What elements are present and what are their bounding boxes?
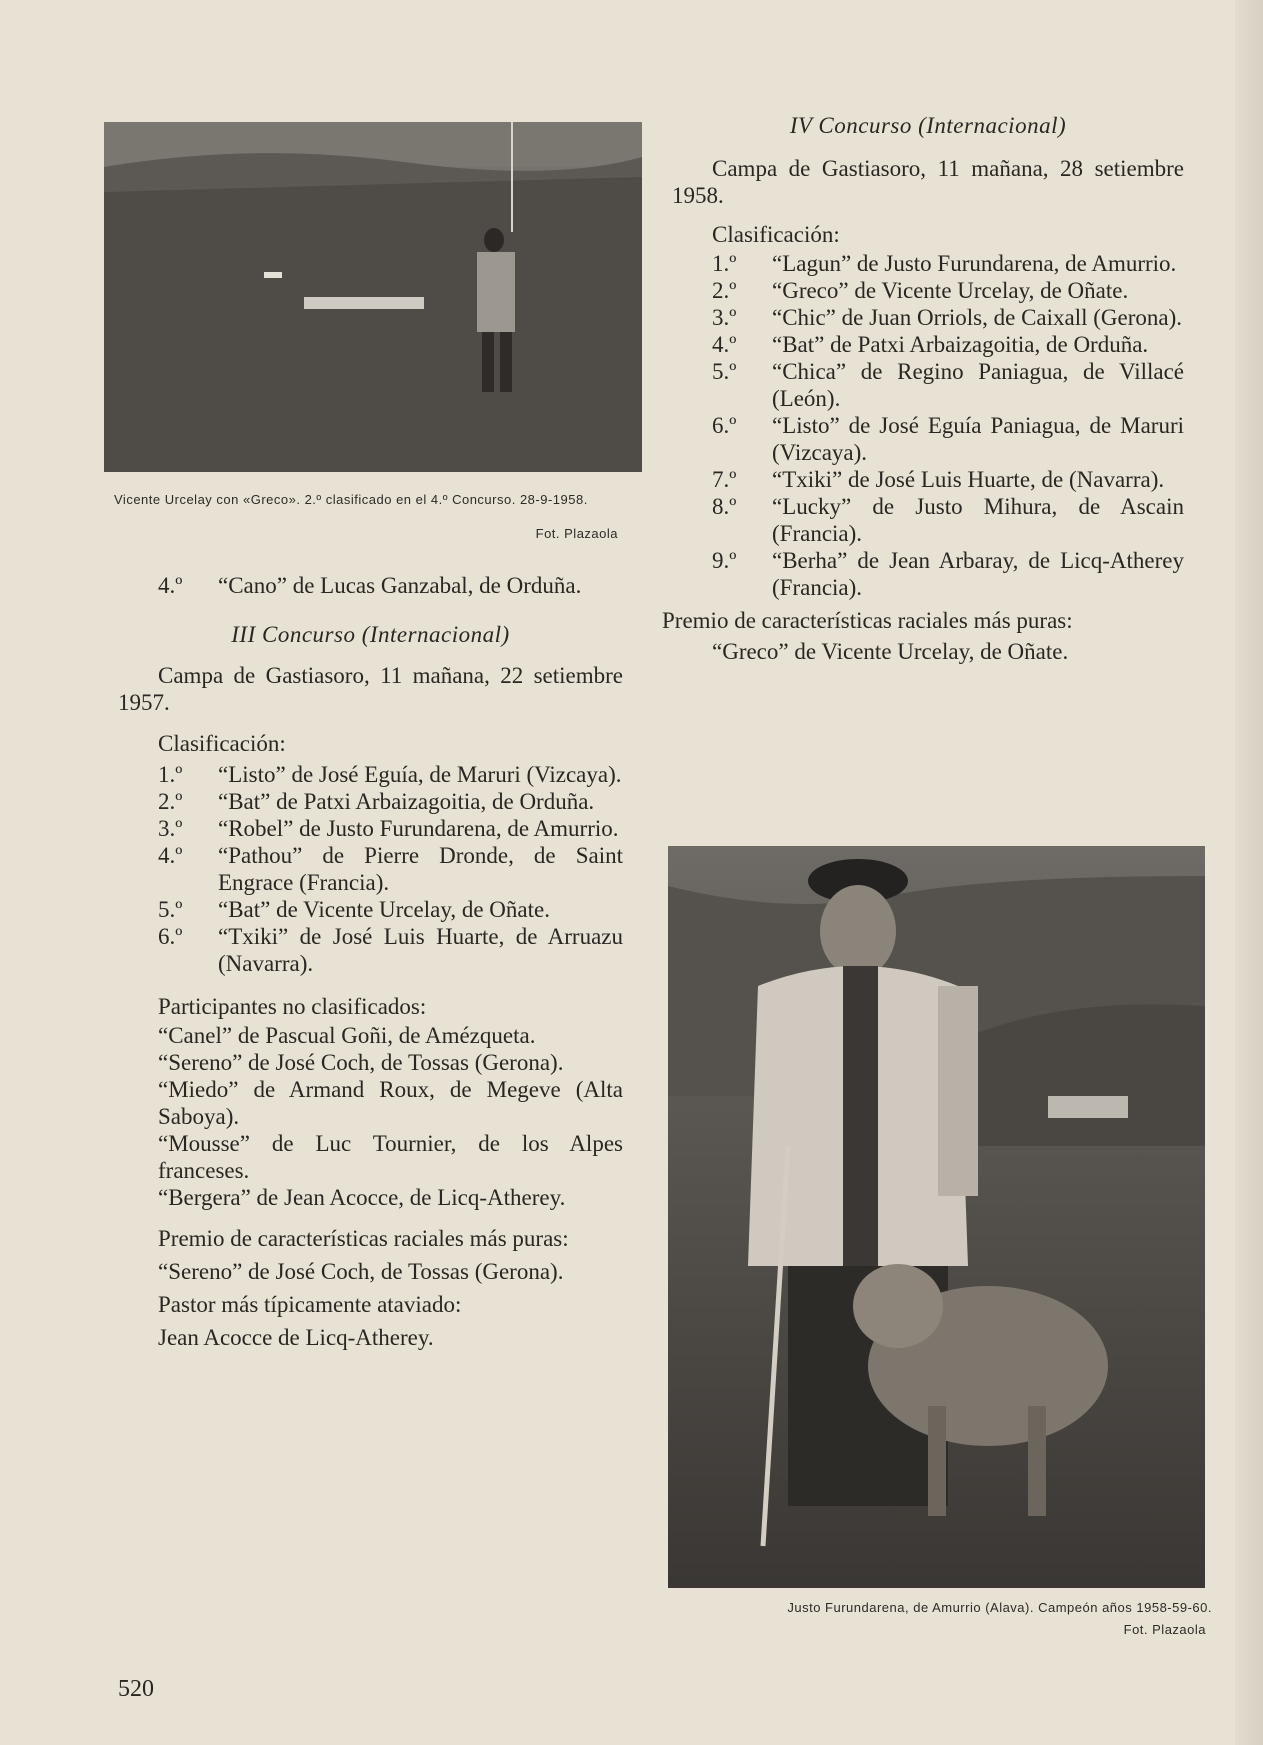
photo-field-trial bbox=[104, 122, 642, 472]
list-item bbox=[672, 250, 1184, 277]
concurso-4-list bbox=[672, 250, 1184, 601]
item-number: 3.º bbox=[158, 816, 183, 841]
item-number: 5.º bbox=[712, 359, 737, 384]
list-item bbox=[118, 923, 623, 977]
participants-label: Participantes no clasificados: bbox=[158, 994, 427, 1019]
participant-item: “Bergera” de Jean Acocce, de Licq-Atherey. bbox=[158, 1185, 566, 1210]
page-edge bbox=[1235, 0, 1263, 1745]
item-text: “Cano” de Lucas Ganzabal, de Orduña. bbox=[218, 573, 582, 598]
item-number: 2.º bbox=[158, 789, 183, 814]
list-item bbox=[672, 412, 1184, 466]
right-column-text bbox=[662, 112, 1184, 665]
section-heading-concurso-3: III Concurso (Internacional) bbox=[231, 622, 510, 647]
list-item bbox=[118, 815, 623, 842]
item-number: 8.º bbox=[712, 494, 737, 519]
left-photo-credit: Fot. Plazaola bbox=[535, 526, 618, 541]
concurso-3-intro: Campa de Gastiasoro, 11 mañana, 22 setiembre 1957. bbox=[118, 663, 623, 715]
concurso-4-clasif-label: Clasificación: bbox=[712, 222, 840, 247]
item-text: “Chic” de Juan Orriols, de Caixall (Gerona). bbox=[772, 305, 1183, 330]
item-number: 2.º bbox=[712, 278, 737, 303]
list-item bbox=[672, 331, 1184, 358]
participant-item: “Miedo” de Armand Roux, de Megeve (Alta Saboya). bbox=[158, 1077, 623, 1129]
item-text: “Bat” de Vicente Urcelay, de Oñate. bbox=[218, 897, 550, 922]
item-number: 4.º bbox=[158, 573, 183, 598]
item-text: “Lagun” de Justo Furundarena, de Amurrio. bbox=[772, 251, 1177, 276]
item-text: “Listo” de José Eguía, de Maruri (Vizcaya). bbox=[218, 762, 622, 787]
participants-list bbox=[118, 1022, 623, 1211]
item-number: 6.º bbox=[158, 924, 183, 949]
item-number: 1.º bbox=[712, 251, 737, 276]
item-number: 4.º bbox=[712, 332, 737, 357]
section-heading-concurso-4: IV Concurso (Internacional) bbox=[789, 113, 1067, 138]
list-item bbox=[672, 466, 1184, 493]
item-text: “Txiki” de José Luis Huarte, de (Navarra). bbox=[772, 467, 1165, 492]
item-number: 6.º bbox=[712, 413, 737, 438]
pastor-label: Pastor más típicamente ataviado: bbox=[158, 1292, 462, 1317]
item-text: “Greco” de Vicente Urcelay, de Oñate. bbox=[772, 278, 1129, 303]
item-text: “Chica” de Regino Paniagua, de Villacé (León). bbox=[772, 359, 1184, 411]
premio-value-3: “Sereno” de José Coch, de Tossas (Gerona). bbox=[158, 1259, 564, 1284]
participant-item: “Mousse” de Luc Tournier, de los Alpes franceses. bbox=[158, 1131, 623, 1183]
list-item bbox=[672, 277, 1184, 304]
item-text: “Pathou” de Pierre Dronde, de Saint Engrace (Francia). bbox=[218, 843, 623, 895]
concurso-4-intro: Campa de Gastiasoro, 11 mañana, 28 setiembre 1958. bbox=[672, 156, 1184, 208]
item-text: “Listo” de José Eguía Paniagua, de Maruri (Vizcaya). bbox=[772, 413, 1184, 465]
item-number: 7.º bbox=[712, 467, 737, 492]
left-column-text bbox=[118, 572, 623, 1351]
list-item bbox=[118, 572, 623, 599]
list-item bbox=[118, 788, 623, 815]
photo-shepherd-with-dog bbox=[668, 846, 1205, 1588]
photo-field-trial-image bbox=[104, 122, 642, 472]
left-photo-caption-text: Vicente Urcelay con «Greco». 2.º clasificado en el 4.º Concurso. 28-9-1958. bbox=[114, 492, 588, 507]
pastor-value: Jean Acocce de Licq-Atherey. bbox=[158, 1325, 434, 1350]
item-text: “Robel” de Justo Furundarena, de Amurrio. bbox=[218, 816, 619, 841]
premio-label-3: Premio de características raciales más puras: bbox=[158, 1226, 569, 1251]
premio-value-4: “Greco” de Vicente Urcelay, de Oñate. bbox=[712, 639, 1069, 664]
concurso-3-clasif-label: Clasificación: bbox=[158, 731, 286, 756]
list-item bbox=[118, 842, 623, 896]
list-item bbox=[118, 761, 623, 788]
list-item bbox=[672, 304, 1184, 331]
photo-shepherd-image bbox=[668, 846, 1205, 1588]
item-text: “Lucky” de Justo Mihura, de Ascain (Francia). bbox=[772, 494, 1184, 546]
page-number: 520 bbox=[118, 1676, 154, 1702]
list-item bbox=[118, 896, 623, 923]
item-text: “Bat” de Patxi Arbaizagoitia, de Orduña. bbox=[772, 332, 1149, 357]
left-photo-caption bbox=[114, 492, 622, 508]
item-text: “Txiki” de José Luis Huarte, de Arruazu (Navarra). bbox=[218, 924, 623, 976]
item-text: “Bat” de Patxi Arbaizagoitia, de Orduña. bbox=[218, 789, 595, 814]
right-photo-caption: Justo Furundarena, de Amurrio (Alava). Campeón años 1958-59-60. bbox=[787, 1600, 1212, 1615]
concurso-3-list bbox=[118, 761, 623, 977]
participant-item: “Canel” de Pascual Goñi, de Amézqueta. bbox=[158, 1023, 536, 1048]
list-item bbox=[672, 547, 1184, 601]
item-number: 5.º bbox=[158, 897, 183, 922]
right-photo-credit: Fot. Plazaola bbox=[1123, 1622, 1206, 1637]
participant-item: “Sereno” de José Coch, de Tossas (Gerona). bbox=[158, 1050, 564, 1075]
item-number: 9.º bbox=[712, 548, 737, 573]
list-item bbox=[672, 358, 1184, 412]
premio-label-4: Premio de características raciales más puras: bbox=[662, 608, 1073, 633]
list-item bbox=[672, 493, 1184, 547]
item-text: “Berha” de Jean Arbaray, de Licq-Atherey (Francia). bbox=[772, 548, 1184, 600]
item-number: 3.º bbox=[712, 305, 737, 330]
item-number: 1.º bbox=[158, 762, 183, 787]
item-number: 4.º bbox=[158, 843, 183, 868]
